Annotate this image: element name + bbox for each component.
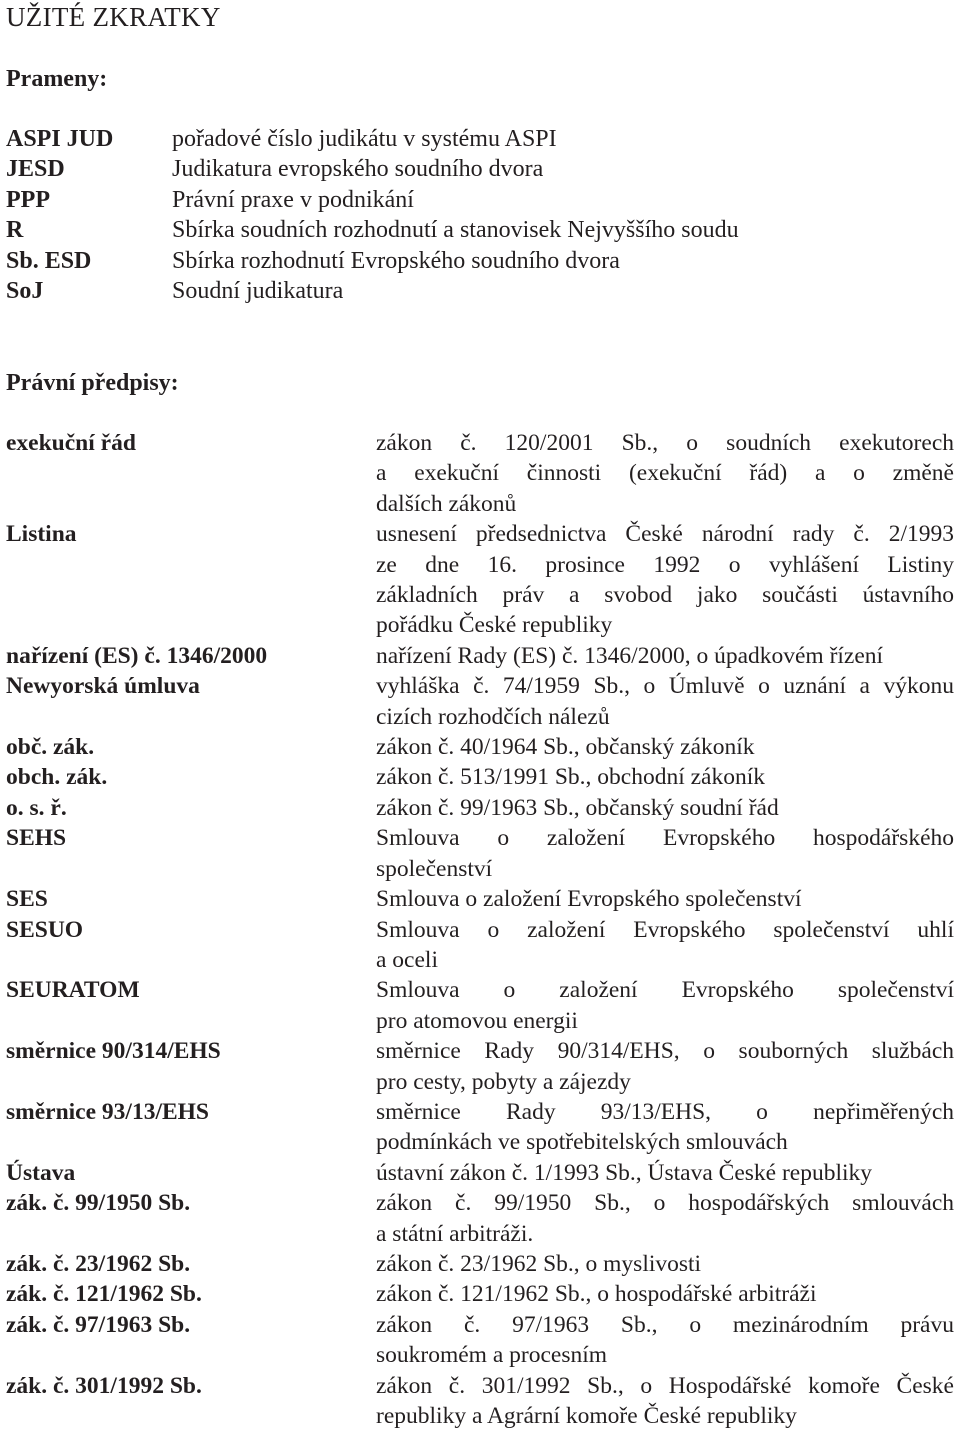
regulation-description-line: vyhláška č. 74/1959 Sb., o Úmluvě o uznání a výkonu (376, 673, 954, 700)
regulation-row (6, 975, 960, 1036)
regulation-row (6, 1279, 960, 1309)
sources-heading: Prameny: (6, 66, 108, 92)
regulation-row (6, 762, 960, 792)
regulation-abbreviation: exekuční řád (6, 430, 136, 456)
regulation-description-line: Smlouva o založení Evropského společenství uhlí (376, 916, 954, 943)
regulation-description (376, 1249, 954, 1279)
sources-list (6, 124, 739, 306)
regulation-description-line: nařízení Rady (ES) č. 1346/2000, o úpadkovém řízení (376, 642, 884, 669)
regulation-row (6, 1097, 960, 1158)
regulation-description-line: republiky a Agrární komoře České republiky (376, 1403, 797, 1429)
regulation-row (6, 1310, 960, 1371)
regulation-description-line: ústavní zákon č. 1/1993 Sb., Ústava České republiky (376, 1159, 873, 1186)
regulation-description (376, 1279, 954, 1309)
regulation-abbreviation: zák. č. 121/1962 Sb. (6, 1281, 202, 1308)
regulation-abbreviation: obč. zák. (6, 734, 95, 761)
source-description: Soudní judikatura (172, 277, 344, 304)
regulation-abbreviation: o. s. ř. (6, 794, 67, 821)
regulation-abbreviation: směrnice 93/13/EHS (6, 1098, 209, 1125)
regulation-description-line: směrnice Rady 93/13/EHS, o nepřiměřených (376, 1098, 954, 1125)
regulation-description (376, 1036, 954, 1097)
regulation-abbreviation: Listina (6, 521, 77, 548)
regulation-abbreviation: zák. č. 301/1992 Sb. (6, 1372, 202, 1399)
regulation-abbreviation: zák. č. 97/1963 Sb. (6, 1311, 191, 1338)
regulation-description-line: a státní arbitráži. (376, 1220, 534, 1247)
regulation-abbreviation: obch. zák. (6, 764, 108, 791)
regulation-description (376, 732, 954, 762)
source-row (6, 215, 739, 245)
regulation-description (376, 428, 954, 519)
regulation-row (6, 732, 960, 762)
regulation-description-line: zákon č. 99/1950 Sb., o hospodářských smlouvách (376, 1190, 954, 1217)
source-abbreviation: Sb. ESD (6, 247, 92, 274)
regulation-description-line: a exekuční činnosti (exekuční řád) a o změně (376, 460, 954, 487)
source-description: pořadové číslo judikátu v systému ASPI (172, 126, 557, 152)
regulation-row (6, 884, 960, 914)
regulation-abbreviation: Ústava (6, 1159, 76, 1186)
regulation-abbreviation: zák. č. 99/1950 Sb. (6, 1190, 191, 1217)
regulation-description-line: pořádku České republiky (376, 612, 613, 639)
regulation-description-line: podmínkách ve spotřebitelských smlouvách (376, 1129, 788, 1156)
source-row (6, 185, 739, 215)
regulation-row (6, 1188, 960, 1249)
source-abbreviation: PPP (6, 186, 50, 213)
regulation-row (6, 1371, 960, 1432)
regulation-description (376, 975, 954, 1036)
regulation-description (376, 1310, 954, 1371)
regulation-description (376, 1188, 954, 1249)
regulation-description-line: ze dne 16. prosince 1992 o vyhlášení Listiny (376, 551, 954, 578)
source-description: Právní praxe v podnikání (172, 186, 414, 213)
source-row (6, 246, 739, 276)
source-abbreviation: SoJ (6, 277, 44, 304)
regulation-description-line: soukromém a procesním (376, 1342, 608, 1369)
regulation-description-line: společenství (376, 855, 493, 882)
regulation-description-line: zákon č. 99/1963 Sb., občanský soudní řád (376, 794, 779, 821)
regulation-description-line: usnesení předsednictva České národní rady č. 2/1993 (376, 521, 954, 548)
source-abbreviation: ASPI JUD (6, 126, 114, 152)
source-row (6, 154, 739, 184)
regulation-description (376, 915, 954, 976)
regulations-list (6, 428, 960, 1431)
regulation-description (376, 793, 954, 823)
regulation-abbreviation: nařízení (ES) č. 1346/2000 (6, 642, 268, 669)
regulation-row (6, 1158, 960, 1188)
regulation-row (6, 428, 960, 519)
regulation-description (376, 1371, 954, 1432)
regulation-description-line: základních práv a svobod jako součásti ústavního (376, 582, 954, 609)
regulation-description (376, 671, 954, 732)
regulation-row (6, 915, 960, 976)
regulation-description-line: dalších zákonů (376, 490, 517, 517)
regulation-row (6, 519, 960, 641)
regulation-row (6, 641, 960, 671)
regulation-description (376, 519, 954, 641)
source-abbreviation: JESD (6, 156, 65, 183)
regulation-abbreviation: SESUO (6, 916, 84, 943)
regulation-description (376, 762, 954, 792)
regulation-description (376, 823, 954, 884)
regulation-abbreviation: SES (6, 886, 48, 913)
regulation-row (6, 1249, 960, 1279)
regulation-description-line: Smlouva o založení Evropského hospodářského (376, 825, 954, 852)
regulation-description-line: zákon č. 40/1964 Sb., občanský zákoník (376, 734, 755, 761)
regulation-description (376, 1097, 954, 1158)
regulation-abbreviation: Newyorská úmluva (6, 673, 200, 700)
regulation-description-line: Smlouva o založení Evropského společenství (376, 886, 802, 913)
regulation-description-line: a oceli (376, 946, 438, 973)
source-abbreviation: R (6, 217, 24, 244)
source-description: Sbírka rozhodnutí Evropského soudního dvora (172, 247, 620, 274)
regulation-abbreviation: zák. č. 23/1962 Sb. (6, 1250, 191, 1277)
source-description: Judikatura evropského soudního dvora (172, 156, 544, 183)
page-title: UŽITÉ ZKRATKY (6, 2, 221, 32)
regulation-description-line: pro cesty, pobyty a zájezdy (376, 1068, 631, 1095)
regulation-description-line: směrnice Rady 90/314/EHS, o souborných službách (376, 1038, 954, 1065)
regulation-description-line: zákon č. 301/1992 Sb., o Hospodářské komoře České (376, 1372, 954, 1399)
regulation-description (376, 1158, 954, 1188)
source-row (6, 276, 739, 306)
regulation-description (376, 884, 954, 914)
regulation-description-line: zákon č. 121/1962 Sb., o hospodářské arbitráži (376, 1281, 817, 1308)
source-description: Sbírka soudních rozhodnutí a stanovisek Nejvyššího soudu (172, 217, 739, 244)
regulation-row (6, 823, 960, 884)
regulation-abbreviation: SEURATOM (6, 977, 140, 1004)
regulation-abbreviation: SEHS (6, 825, 67, 852)
regulation-row (6, 793, 960, 823)
regulation-description (376, 641, 954, 671)
regulation-abbreviation: směrnice 90/314/EHS (6, 1038, 221, 1065)
regulation-description-line: zákon č. 23/1962 Sb., o myslivosti (376, 1250, 702, 1277)
regulation-description-line: zákon č. 120/2001 Sb., o soudních exekutorech (376, 430, 954, 456)
regulations-heading: Právní předpisy: (6, 370, 179, 396)
regulation-description-line: Smlouva o založení Evropského společenství (376, 977, 954, 1004)
regulation-row (6, 671, 960, 732)
regulation-description-line: pro atomovou energii (376, 1007, 578, 1034)
regulation-row (6, 1036, 960, 1097)
regulation-description-line: zákon č. 97/1963 Sb., o mezinárodním právu (376, 1311, 954, 1338)
regulation-description-line: cizích rozhodčích nálezů (376, 703, 610, 730)
regulation-description-line: zákon č. 513/1991 Sb., obchodní zákoník (376, 764, 765, 791)
source-row (6, 124, 739, 154)
